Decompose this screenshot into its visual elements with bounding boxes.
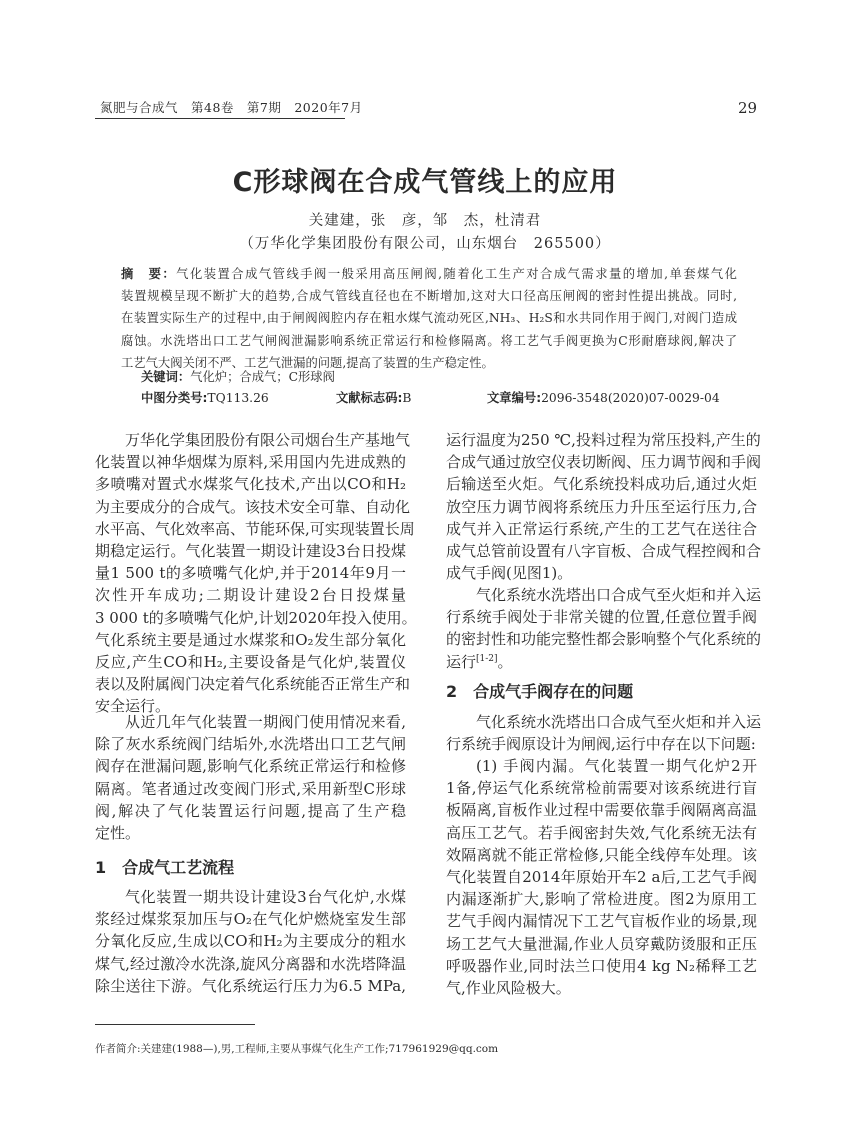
abstract-line: 工艺气大阀关闭不严、工艺气泄漏的问题,提高了装置的生产稳定性。 — [121, 355, 494, 370]
text-line: 高压工艺气。若手阀密封失效,气化系统无法有 — [446, 823, 757, 842]
text-line: 气,作业风险极大。 — [446, 978, 571, 997]
affiliation: （万华化学集团股份有限公司，山东烟台 265500） — [239, 236, 611, 252]
text-line — [446, 651, 757, 673]
running-header: 氮肥与合成气 第48卷 第7期 2020年7月 — [100, 100, 363, 115]
paragraph — [446, 429, 762, 584]
text-line: 行系统手阀处于非常关键的位置,任意位置手阀 — [446, 608, 757, 627]
heading-text: 1 合成气工艺流程 — [95, 858, 235, 877]
article-no-label: 文章编号: — [487, 391, 542, 405]
page-number: 29 — [738, 99, 758, 117]
text-line: 气化系统水洗塔出口合成气至火炬和并入运 — [476, 586, 762, 604]
text-line: 定性。 — [95, 823, 141, 842]
header-rule — [95, 118, 345, 119]
citation-ref[interactable]: [1-2] — [476, 653, 498, 664]
paragraph — [95, 886, 406, 997]
text-line: 运行温度为250 ℃,投料过程为常压投料,产生的 — [446, 431, 761, 449]
text-line: 化装置以神华烟煤为原料,采用国内先进成熟的 — [95, 453, 406, 472]
text-line: 放空压力调节阀将系统压力升压至运行压力,合 — [446, 497, 757, 516]
text-line: 表以及附属阀门决定着气化系统能否正常生产和 — [95, 675, 411, 694]
abstract-line — [121, 263, 737, 285]
text-line: 成气并入正常运行系统,产生的工艺气在送往合 — [446, 519, 757, 538]
section-heading — [446, 680, 757, 704]
text-line: 的密封性和功能完整性都会影响整个气化系统的 — [446, 630, 762, 649]
text-span: 运行 — [446, 652, 477, 671]
text-line: 成气手阀(见图1)。 — [446, 564, 573, 583]
keywords-label: 关键词： — [141, 370, 191, 384]
text-line: 板隔离,盲板作业过程中需要依靠手阀隔离高温 — [446, 801, 757, 820]
authors: 关建建，张 彦，邹 杰，杜清君 — [308, 213, 542, 229]
text-line: 内漏逐渐扩大,影响了常检进度。图2为原用工 — [446, 890, 757, 909]
text-line: 水平高、气化效率高、节能环保,可实现装置长周 — [95, 519, 415, 538]
text-line: 效隔离就不能正常检修,只能全线停车处理。该 — [446, 845, 757, 864]
text-line: 合成气通过放空仪表切断阀、压力调节阀和手阀 — [446, 453, 762, 472]
heading-text: 2 合成气手阀存在的问题 — [446, 682, 634, 701]
text-line: 阀,解决了气化装置运行问题,提高了生产稳 — [95, 801, 406, 820]
text-line: 后输送至火炬。气化系统投料成功后,通过火炬 — [446, 475, 757, 494]
text-line: 除尘送往下游。气化系统运行压力为6.5 MPa, — [95, 976, 406, 995]
text-line: 除了灰水系统阀门结垢外,水洗塔出口工艺气闸 — [95, 735, 406, 754]
abstract-line: 腐蚀。水洗塔出口工艺气闸阀泄漏影响系统正常运行和检修隔离。将工艺气手阀更换为C形耐磨球阀,解决了 — [121, 333, 737, 348]
text-line: 行系统手阀原设计为闸阀,运行中存在以下问题: — [446, 735, 756, 754]
abstract-line: 在装置实际生产的过程中,由于闸阀阀腔内存在粗水煤气流动死区,NH₃、H₂S和水共同作用于阀门,对阀门造成 — [121, 311, 737, 326]
text-line: 3 000 t的多喷嘴气化炉,计划2020年投入使用。 — [95, 608, 417, 627]
text-line: 浆经过煤浆泵加压与O₂在气化炉燃烧室发生部 — [95, 910, 406, 929]
text-line: 期稳定运行。气化装置一期设计建设3台日投煤 — [95, 541, 406, 560]
text-line: 气化装置一期共设计建设3台气化炉,水煤 — [125, 888, 406, 906]
text-line: 分氧化反应,生成以CO和H₂为主要成分的粗水 — [95, 932, 406, 951]
text-line: 成气总管前设置有八字盲板、合成气程控阀和合 — [446, 541, 762, 560]
text-line: 从近几年气化装置一期阀门使用情况来看, — [125, 713, 406, 731]
text-line: 气化系统水洗塔出口合成气至火炬和并入运 — [476, 713, 762, 731]
text-span: 。 — [497, 652, 513, 671]
author-footnote: 作者简介:关建建(1988—),男,工程师,主要从事煤气化生产工作;717961929@qq.com — [95, 1043, 499, 1055]
clc-label: 中图分类号: — [141, 391, 208, 405]
clc-number — [141, 388, 269, 406]
paragraph — [95, 429, 417, 717]
article-title: C形球阀在合成气管线上的应用 — [232, 167, 618, 198]
abstract-text: 气化装置合成气管线手阀一般采用高压闸阀,随着化工生产对合成气需求量的增加,单套煤气化 — [176, 267, 737, 281]
article-no-value: 2096-3548(2020)07-0029-04 — [541, 391, 720, 405]
text-line: 安全运行。 — [95, 697, 171, 716]
keywords-value: 气化炉；合成气；C形球阀 — [190, 370, 335, 384]
abstract-line: 装置规模呈现不断扩大的趋势,合成气管线直径也在不断增加,这对大口径高压闸阀的密封性提出挑战。同时, — [121, 289, 737, 304]
text-line: 多喷嘴对置式水煤浆气化技术,产出以CO和H₂ — [95, 475, 406, 494]
text-line: 艺气手阀内漏情况下工艺气盲板作业的场景,现 — [446, 912, 757, 931]
text-line: (1) 手阀内漏。气化装置一期气化炉2开 — [476, 757, 757, 775]
text-line: 气化装置自2014年原始开车2 a后,工艺气手阀 — [446, 867, 757, 886]
section-heading — [95, 856, 406, 880]
abstract — [121, 263, 737, 374]
text-line: 呼吸器作业,同时法兰口使用4 kg N₂稀释工艺 — [446, 956, 757, 975]
clc-value: TQ113.26 — [207, 391, 269, 405]
text-line: 阀存在泄漏问题,影响气化系统正常运行和检修 — [95, 757, 406, 776]
paragraph — [95, 711, 406, 844]
footnote-rule — [95, 1024, 255, 1025]
doc-code-label: 文献标志码: — [336, 391, 403, 405]
paragraph — [446, 755, 757, 999]
text-line: 万华化学集团股份有限公司烟台生产基地气 — [125, 431, 411, 449]
text-line: 煤气,经过激冷水洗涤,旋风分离器和水洗塔降温 — [95, 954, 406, 973]
text-line: 为主要成分的合成气。该技术安全可靠、自动化 — [95, 497, 411, 516]
keywords — [141, 367, 335, 385]
text-line: 隔离。笔者通过改变阀门形式,采用新型C形球 — [95, 779, 406, 798]
text-line: 量1 500 t的多喷嘴气化炉,并于2014年9月一 — [95, 564, 406, 583]
abstract-label: 摘 要： — [121, 267, 177, 281]
article-number — [487, 388, 720, 406]
text-line: 次性开车成功;二期设计建设2台日投煤量 — [95, 586, 406, 605]
text-line: 气化系统主要是通过水煤浆和O₂发生部分氧化 — [95, 630, 406, 649]
document-code — [336, 388, 411, 406]
text-line: 场工艺气大量泄漏,作业人员穿戴防烫服和正压 — [446, 934, 757, 953]
text-line: 1备,停运气化系统常检前需要对该系统进行盲 — [446, 779, 757, 798]
paragraph — [446, 711, 762, 755]
doc-code-value: B — [402, 391, 412, 405]
text-line: 反应,产生CO和H₂,主要设备是气化炉,装置仪 — [95, 652, 406, 671]
paragraph — [446, 584, 762, 673]
